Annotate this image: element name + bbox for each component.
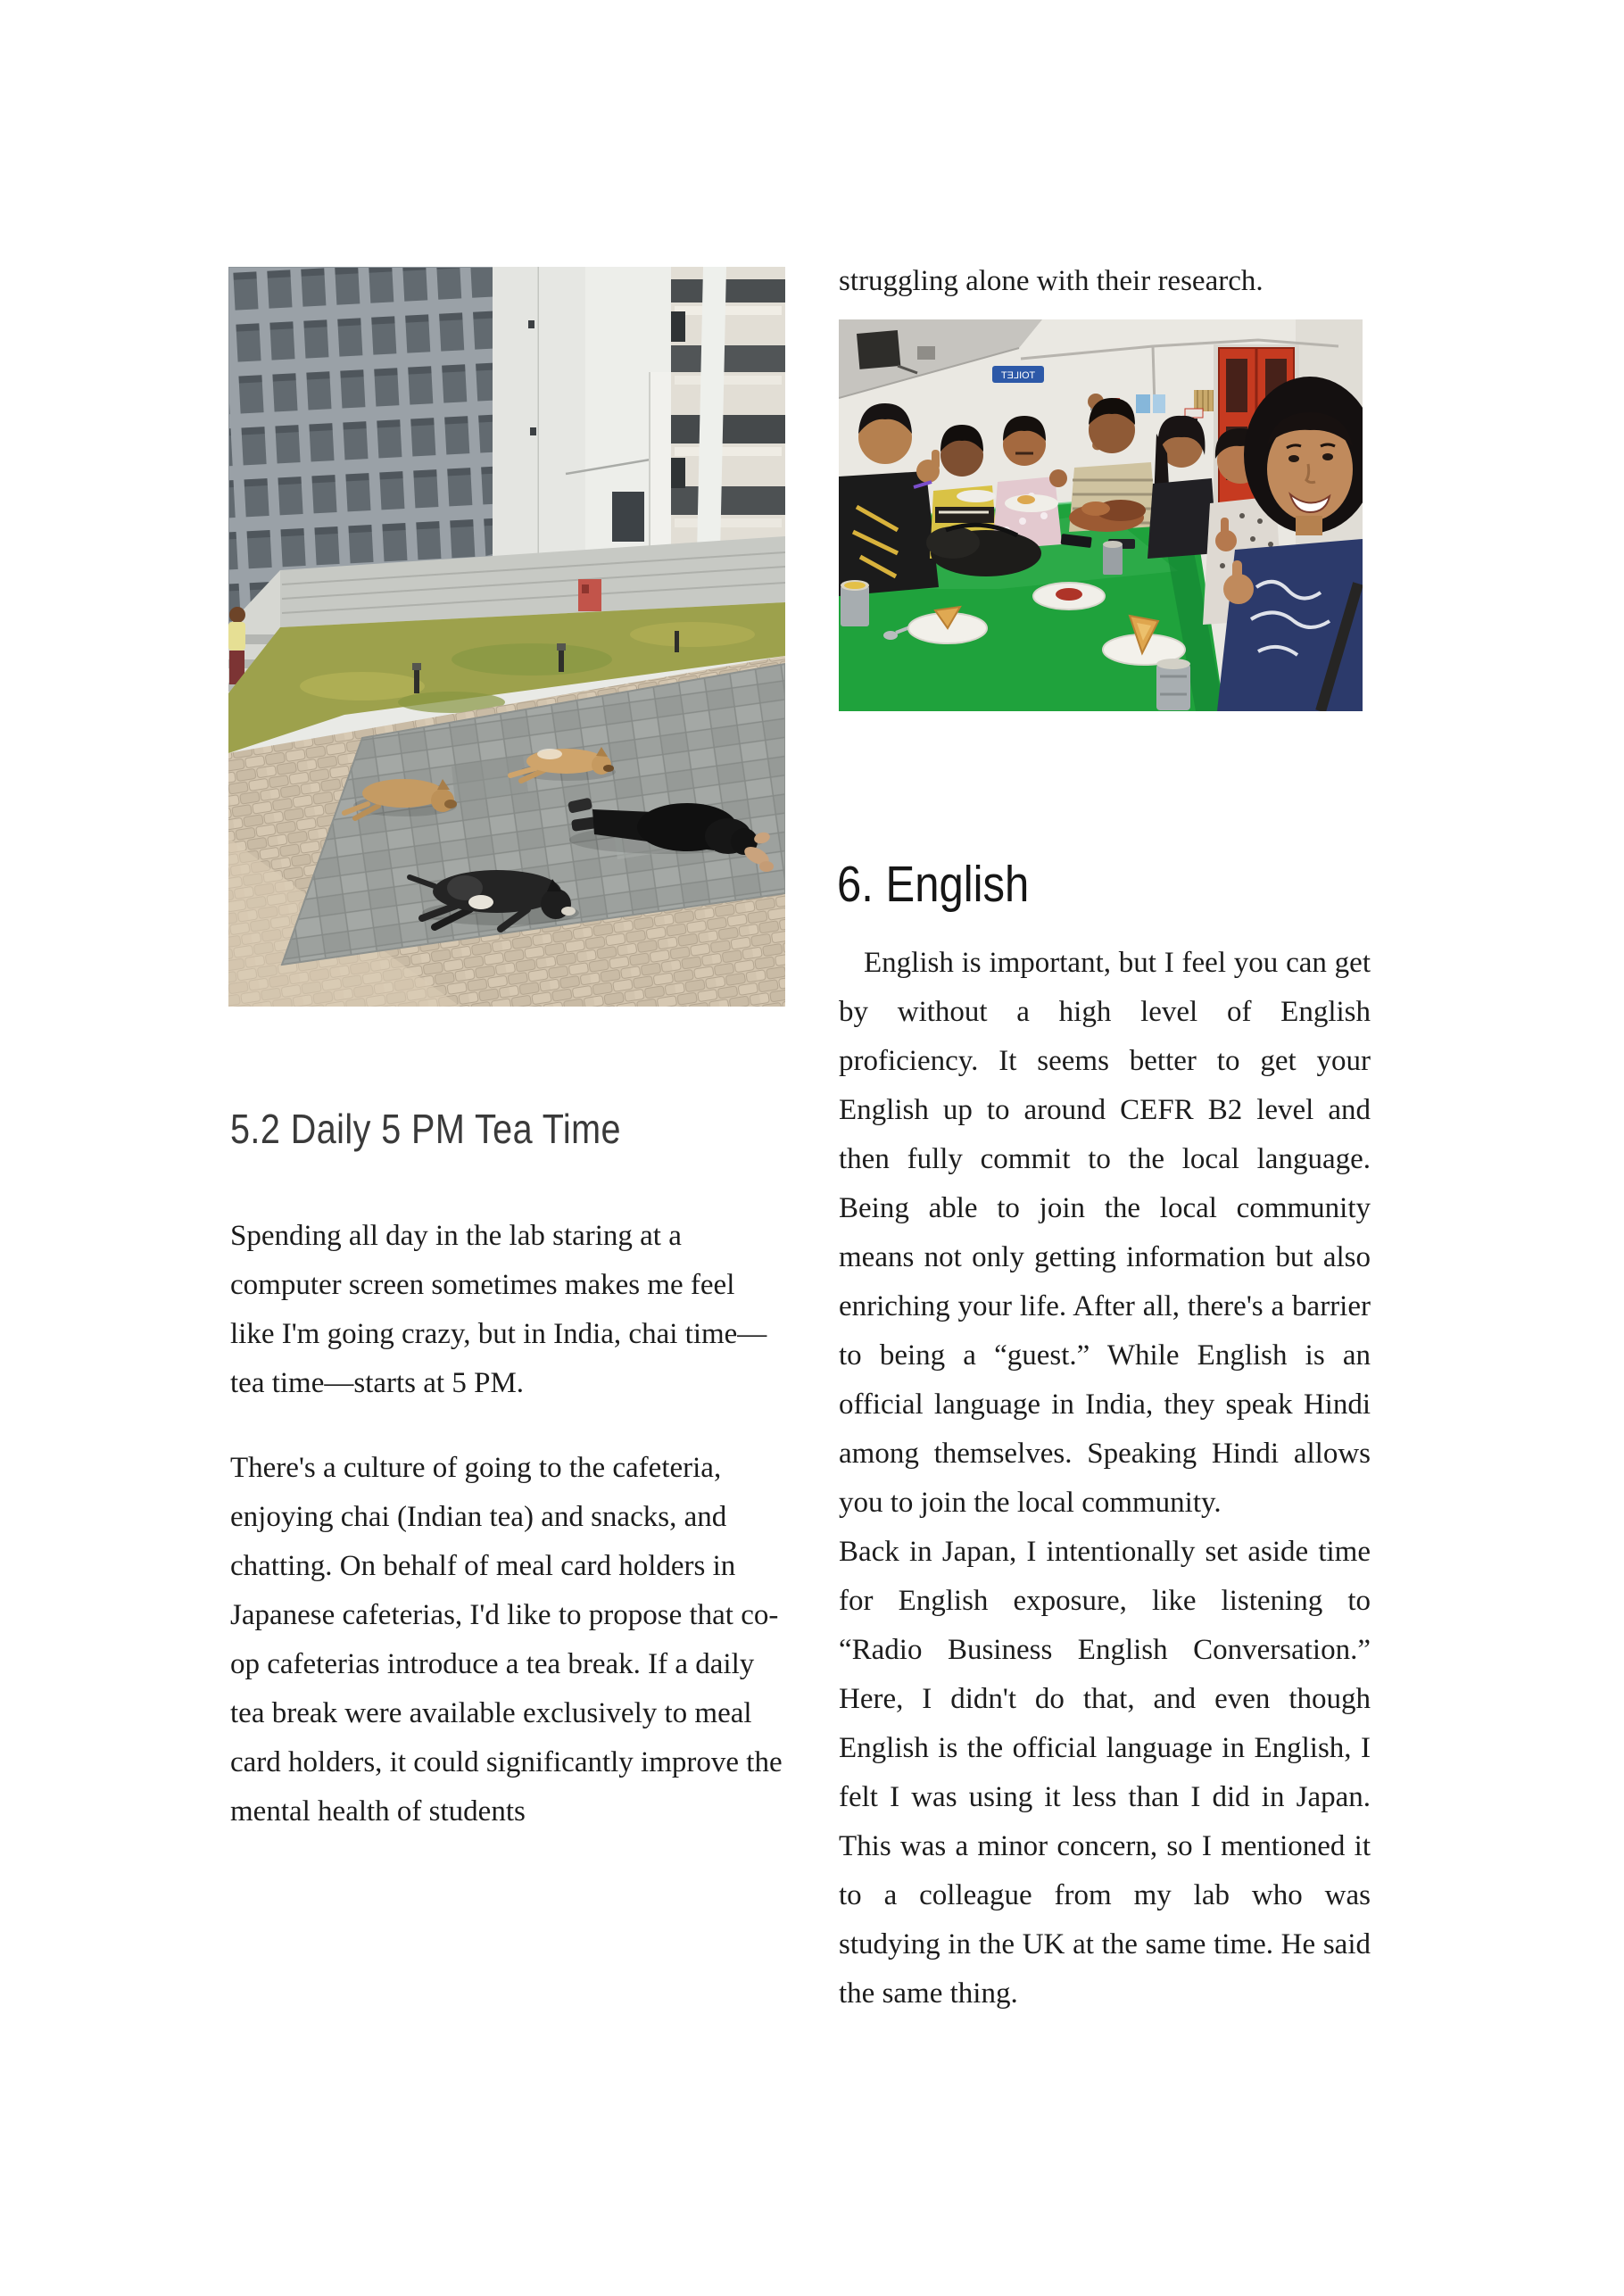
section-6-heading: 6. English xyxy=(837,856,1030,913)
toilet-sign-text: TOILET xyxy=(1000,370,1036,381)
chai-cup-left xyxy=(841,580,869,626)
toilet-sign xyxy=(992,366,1044,383)
right-column-text xyxy=(839,939,1371,2018)
red-hydrant-box xyxy=(578,579,601,611)
speaker-box xyxy=(857,330,900,369)
cafeteria-photo xyxy=(839,319,1363,711)
section-5-2-heading: 5.2 Daily 5 PM Tea Time xyxy=(230,1106,621,1152)
steel-cup-front xyxy=(1156,659,1190,710)
campus-photo-graphic xyxy=(228,267,785,1007)
intro-line: struggling alone with their research. xyxy=(839,265,1264,297)
plate-chutney xyxy=(1033,583,1105,609)
left-paragraph-2: There's a culture of going to the cafeteria, enjoying chai (Indian tea) and snacks, and chatting. On behalf of meal card holders in Japanese cafeterias, I'd like to propose that co-op cafeterias introduce a tea break. If a daily tea break were available exclusively to meal card holders, it could significantly improve the mental health of students xyxy=(230,1452,783,1828)
campus-photo xyxy=(228,267,785,1007)
right-paragraph-2: Back in Japan, I intentionally set aside time for English exposure, like listening to “Radio Business English Conversation.” Here, I didn't do that, and even though English is the official language in English, I felt I was using it less than I did in Japan. This was a minor concern, so I mentioned it to a colleague from my lab who was studying in the UK at the same time. He said the same thing. xyxy=(839,1536,1371,2010)
right-paragraph-1: English is important, but I feel you can get by without a high level of English proficiency. It seems better to get your English up to around CEFR B2 level and then fully commit to the local language. Being able to join the local community means not only getting information but also enriching your life. After all, there's a barrier to being a “guest.” While English is an official language in India, they speak Hindi among themselves. Speaking Hindi allows you to join the local community. xyxy=(839,947,1371,1519)
cafeteria-photo-graphic xyxy=(839,319,1363,711)
steel-cup-mid xyxy=(1103,541,1123,575)
left-paragraph-1: Spending all day in the lab staring at a computer screen sometimes makes me feel like I'm going crazy, but in India, chai time—tea time—starts at 5 PM. xyxy=(230,1220,767,1399)
distant-person xyxy=(228,607,245,684)
